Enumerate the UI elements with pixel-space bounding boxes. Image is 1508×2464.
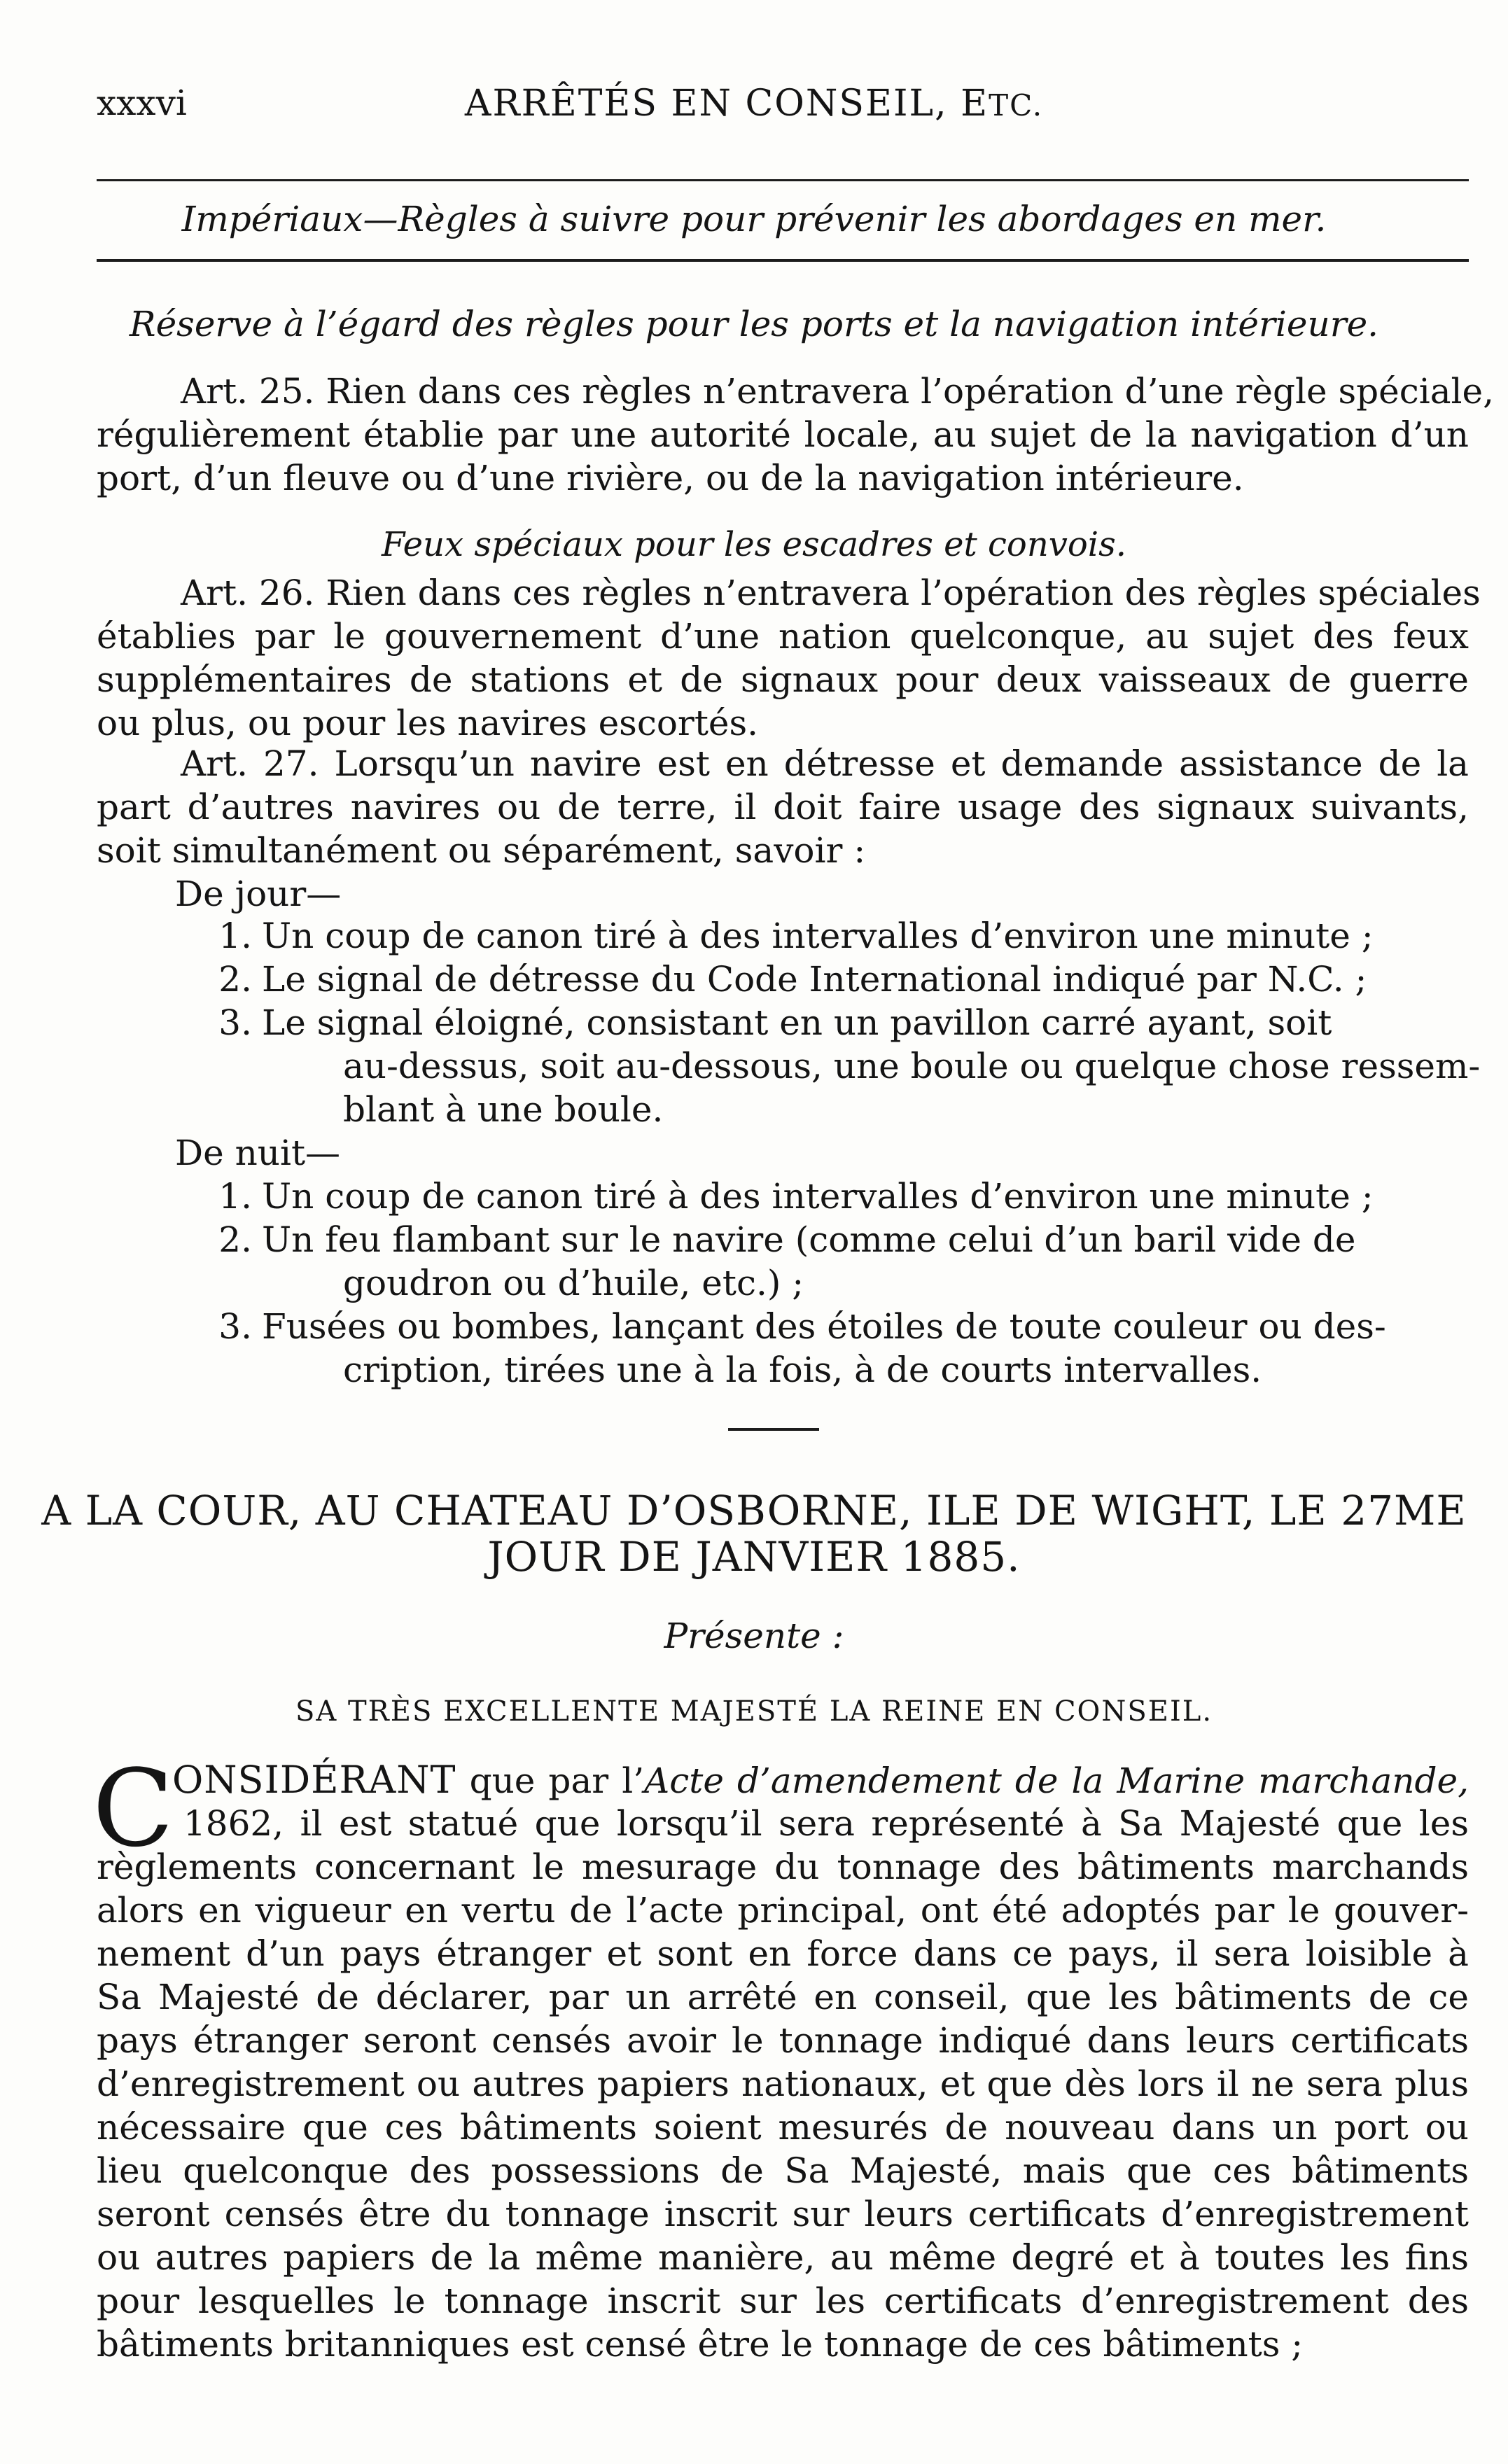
nuit-item-2 <box>196 1218 1355 1261</box>
jour-item-2-text: Le signal de détresse du Code International indiqué par N.C. ; <box>262 959 1367 1000</box>
considerant-line-3: règlements concernant le mesurage du tonnage des bâtiments marchands <box>97 1847 1469 1887</box>
nuit-item-3-number: 3. <box>218 1306 252 1347</box>
nuit-item-3-text-1: Fusées ou bombes, lançant des étoiles de toute couleur ou des- <box>262 1306 1386 1347</box>
feux-heading: Feux spéciaux pour les escadres et convois. <box>382 525 1126 564</box>
page-number: xxxvi <box>97 83 187 123</box>
nuit-item-3-line-2: cription, tirées une à la fois, à de courts intervalles. <box>343 1350 1262 1390</box>
de-nuit-label: De nuit— <box>175 1133 341 1173</box>
drop-cap-letter: C <box>92 1746 174 1870</box>
reserve-heading: Réserve à l’égard des règles pour les ports et la navigation intérieure. <box>129 304 1379 344</box>
running-title <box>0 83 1508 125</box>
art25-line-1: Art. 25. Rien dans ces règles n’entravera l’opération d’une règle spéciale, <box>181 371 1494 412</box>
art27-line-2: part d’autres navires ou de terre, il doit faire usage des signaux suivants, <box>97 787 1469 827</box>
considerant-line-9: nécessaire que ces bâtiments soient mesurés de nouveau dans un port ou <box>97 2107 1469 2148</box>
de-jour-label: De jour— <box>175 874 342 914</box>
considerant-line-7: pays étranger seront censés avoir le tonnage indiqué dans leurs certificats <box>97 2020 1469 2061</box>
nuit-item-1 <box>196 1175 1374 1218</box>
art26-line-4: ou plus, ou pour les navires escortés. <box>97 703 759 743</box>
subheader-title: Impériaux—Règles à suivre pour prévenir les abordages en mer. <box>181 199 1327 239</box>
considerant-line-8: d’enregistrement ou autres papiers nationaux, et que dès lors il ne sera plus <box>97 2064 1469 2104</box>
jour-item-3-line-3: blant à une boule. <box>343 1089 664 1130</box>
considerant-line-4: alors en vigueur en vertu de l’acte principal, ont été adoptés par le gouver- <box>97 1890 1469 1931</box>
art26-line-3: supplémentaires de stations et de signaux pour deux vaisseaux de guerre <box>97 659 1469 700</box>
running-title-tail: TC. <box>989 88 1044 122</box>
jour-item-1-text: Un coup de canon tiré à des intervalles d’environ une minute ; <box>262 916 1374 956</box>
art26-line-2: établies par le gouvernement d’une nation quelconque, au sujet des feux <box>97 616 1469 657</box>
considerant-line-13: pour lesquelles le tonnage inscrit sur les certificats d’enregistrement des <box>97 2281 1469 2321</box>
art27-line-3: soit simultanément ou séparément, savoir : <box>97 830 866 871</box>
majeste-line: SA TRÈS EXCELLENTE MAJESTÉ LA REINE EN CONSEIL. <box>295 1695 1213 1728</box>
nuit-item-1-text: Un coup de canon tiré à des intervalles d’environ une minute ; <box>262 1176 1374 1217</box>
header-rule-bottom <box>97 259 1469 262</box>
considerant-line-1 <box>172 1758 1469 1802</box>
section-divider <box>728 1428 819 1431</box>
court-heading-line-2: JOUR DE JANVIER 1885. <box>487 1533 1021 1581</box>
act-title: Acte d’amendement de la Marine marchande, <box>644 1760 1469 1801</box>
art27-line-1: Art. 27. Lorsqu’un navire est en détresse et demande assistance de la <box>181 743 1469 784</box>
jour-item-3-number: 3. <box>218 1002 252 1043</box>
presente-label: Présente : <box>664 1616 844 1656</box>
considerant-word: ONSIDÉRANT <box>172 1758 456 1802</box>
nuit-item-2-number: 2. <box>218 1219 252 1260</box>
considerant-line-2: 1862, il est statué que lorsqu’il sera représenté à Sa Majesté que les <box>183 1803 1469 1844</box>
considerant-line-5: nement d’un pays étranger et sont en force dans ce pays, il sera loisible à <box>97 1933 1469 1974</box>
nuit-item-2-text-1: Un feu flambant sur le navire (comme celui d’un baril vide de <box>262 1219 1356 1260</box>
jour-item-2-number: 2. <box>218 959 252 1000</box>
considerant-line-12: ou autres papiers de la même manière, au même degré et à toutes les fins <box>97 2237 1469 2278</box>
considerant-line-1-text: que par l’ <box>469 1760 645 1801</box>
considerant-line-14: bâtiments britanniques est censé être le tonnage de ces bâtiments ; <box>97 2324 1304 2365</box>
court-heading-line-1: A LA COUR, AU CHATEAU D’OSBORNE, ILE DE WIGHT, LE 27ME <box>41 1487 1467 1534</box>
jour-item-3-line-2: au-dessus, soit au-dessous, une boule ou quelque chose ressem- <box>343 1046 1481 1086</box>
art25-line-3: port, d’un fleuve ou d’une rivière, ou de la navigation intérieure. <box>97 458 1244 498</box>
jour-item-1-number: 1. <box>218 916 252 956</box>
considerant-line-11: seront censés être du tonnage inscrit sur leurs certificats d’enregistrement <box>97 2194 1469 2234</box>
jour-item-3 <box>196 1001 1332 1044</box>
considerant-line-10: lieu quelconque des possessions de Sa Majesté, mais que ces bâtiments <box>97 2150 1469 2191</box>
header-rule-top <box>97 179 1469 181</box>
art25-line-2: régulièrement établie par une autorité locale, au sujet de la navigation d’un <box>97 414 1469 455</box>
considerant-line-6: Sa Majesté de déclarer, par un arrêté en conseil, que les bâtiments de ce <box>97 1977 1469 2017</box>
jour-item-1 <box>196 914 1374 958</box>
nuit-item-1-number: 1. <box>218 1176 252 1217</box>
running-title-main: ARRÊTÉS EN CONSEIL, E <box>464 83 989 125</box>
jour-item-2 <box>196 958 1367 1001</box>
art26-line-1: Art. 26. Rien dans ces règles n’entravera l’opération des règles spéciales <box>181 573 1481 613</box>
nuit-item-2-line-2: goudron ou d’huile, etc.) ; <box>343 1263 804 1303</box>
nuit-item-3 <box>196 1305 1386 1348</box>
jour-item-3-text-1: Le signal éloigné, consistant en un pavillon carré ayant, soit <box>262 1002 1332 1043</box>
